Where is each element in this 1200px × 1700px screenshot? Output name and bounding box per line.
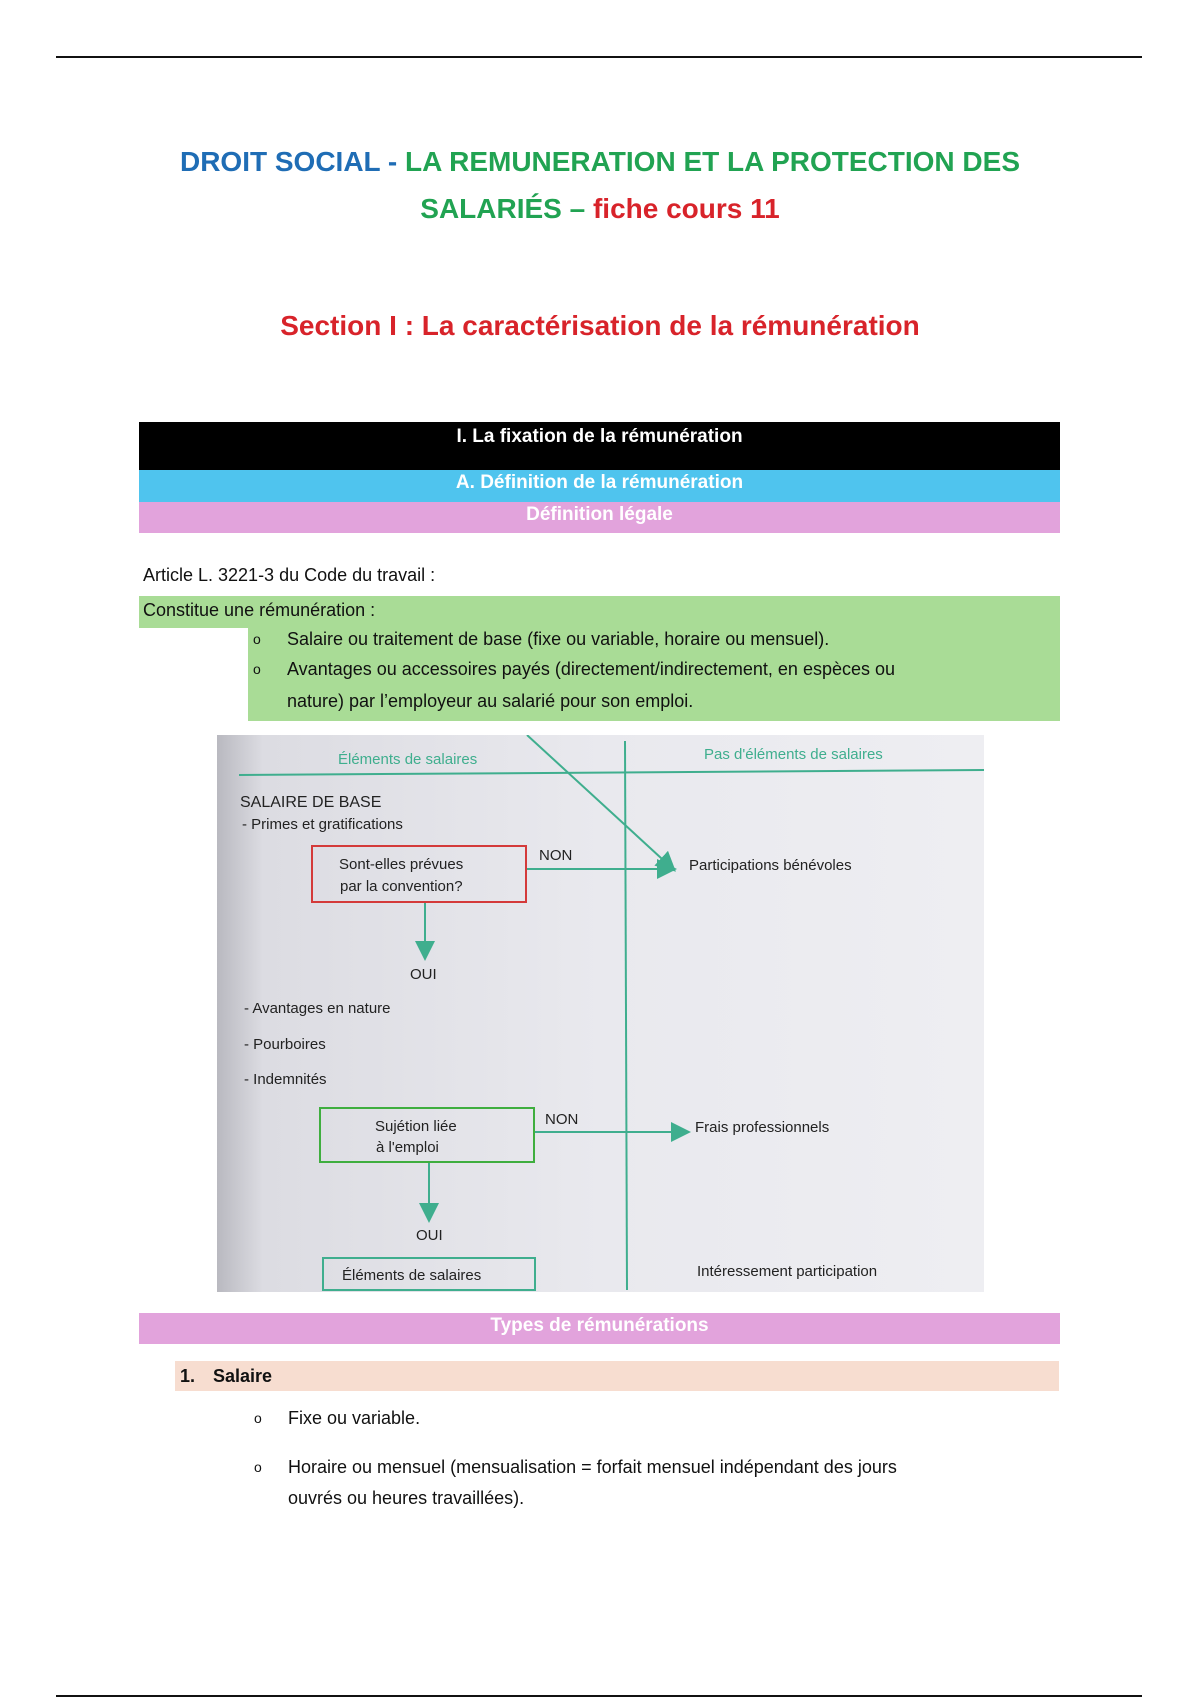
- salaire-de-base: SALAIRE DE BASE: [240, 794, 382, 811]
- bullet-circle-icon: o: [254, 1410, 262, 1426]
- article-bullet-text: Salaire ou traitement de base (fixe ou variable, horaire ou mensuel).: [287, 629, 830, 649]
- indemnites: - Indemnités: [244, 1071, 327, 1088]
- article-intro: Constitue une rémunération :: [139, 596, 1060, 628]
- remuneration-diagram: [217, 735, 984, 1292]
- participations-benevoles: Participations bénévoles: [689, 857, 852, 874]
- title-topic-end: SALARIÉS –: [420, 193, 593, 224]
- salaire-bullet-text: Fixe ou variable.: [288, 1408, 421, 1428]
- elements-salaires-label: Éléments de salaires: [342, 1267, 482, 1284]
- bullet-circle-icon: o: [253, 661, 261, 677]
- document-title: [0, 138, 1200, 232]
- question-sujetion-line1: Sujétion liée: [375, 1118, 457, 1135]
- bullet-circle-icon: o: [253, 631, 261, 647]
- non-label-2: NON: [545, 1111, 579, 1128]
- oui-label-1: OUI: [410, 966, 437, 983]
- question-sujetion-line2: à l'emploi: [376, 1139, 439, 1156]
- salaire-bullet-1: [254, 1403, 421, 1434]
- question-convention-line1: Sont-elles prévues: [339, 856, 464, 873]
- salaire-number: 1.: [180, 1366, 196, 1386]
- bottom-rule: [56, 1695, 1142, 1697]
- salaire-heading: [175, 1361, 1059, 1391]
- salaire-bullet-2: [254, 1452, 897, 1483]
- article-reference: Article L. 3221-3 du Code du travail :: [143, 565, 436, 585]
- salaire-bullet-text: Horaire ou mensuel (mensualisation = forfait mensuel indépendant des jours: [288, 1457, 897, 1477]
- band-types-remunerations: Types de rémunérations: [139, 1313, 1060, 1344]
- primes-gratifications: - Primes et gratifications: [242, 816, 403, 833]
- title-sheet: fiche cours 11: [592, 193, 780, 224]
- col-left-heading: Éléments de salaires: [338, 751, 478, 768]
- section-title: Section I : La caractérisation de la rémunération: [280, 310, 920, 341]
- avantages-nature: - Avantages en nature: [244, 1000, 391, 1017]
- top-rule: [56, 56, 1142, 58]
- band-fixation: I. La fixation de la rémunération: [139, 422, 1060, 470]
- salaire-bullet-text: ouvrés ou heures travaillées).: [288, 1488, 525, 1508]
- article-bullet-2: [253, 654, 896, 685]
- band-definition: A. Définition de la rémunération: [139, 470, 1060, 502]
- col-right-heading: Pas d'éléments de salaires: [704, 746, 883, 763]
- article-bullet-text: nature) par l’employeur au salarié pour son emploi.: [287, 691, 694, 711]
- frais-professionnels: Frais professionnels: [695, 1119, 830, 1136]
- band-definition-legale: Définition légale: [139, 502, 1060, 533]
- question-convention-line2: par la convention?: [340, 878, 463, 895]
- pourboires: - Pourboires: [244, 1036, 326, 1053]
- article-bullet-1: [253, 624, 830, 655]
- interessement-participation: Intéressement participation: [697, 1263, 878, 1280]
- oui-label-2: OUI: [416, 1227, 443, 1244]
- title-subject: DROIT SOCIAL -: [179, 146, 406, 177]
- article-bullet-2-cont: [287, 686, 693, 717]
- article-bullet-text: Avantages ou accessoires payés (directement/indirectement, en espèces ou: [287, 659, 896, 679]
- non-label-1: NON: [539, 847, 573, 864]
- title-topic: LA REMUNERATION ET LA PROTECTION DES: [405, 146, 1020, 177]
- salaire-bullet-2-cont: [288, 1483, 524, 1514]
- salaire-label: Salaire: [213, 1366, 273, 1386]
- bullet-circle-icon: o: [254, 1459, 262, 1475]
